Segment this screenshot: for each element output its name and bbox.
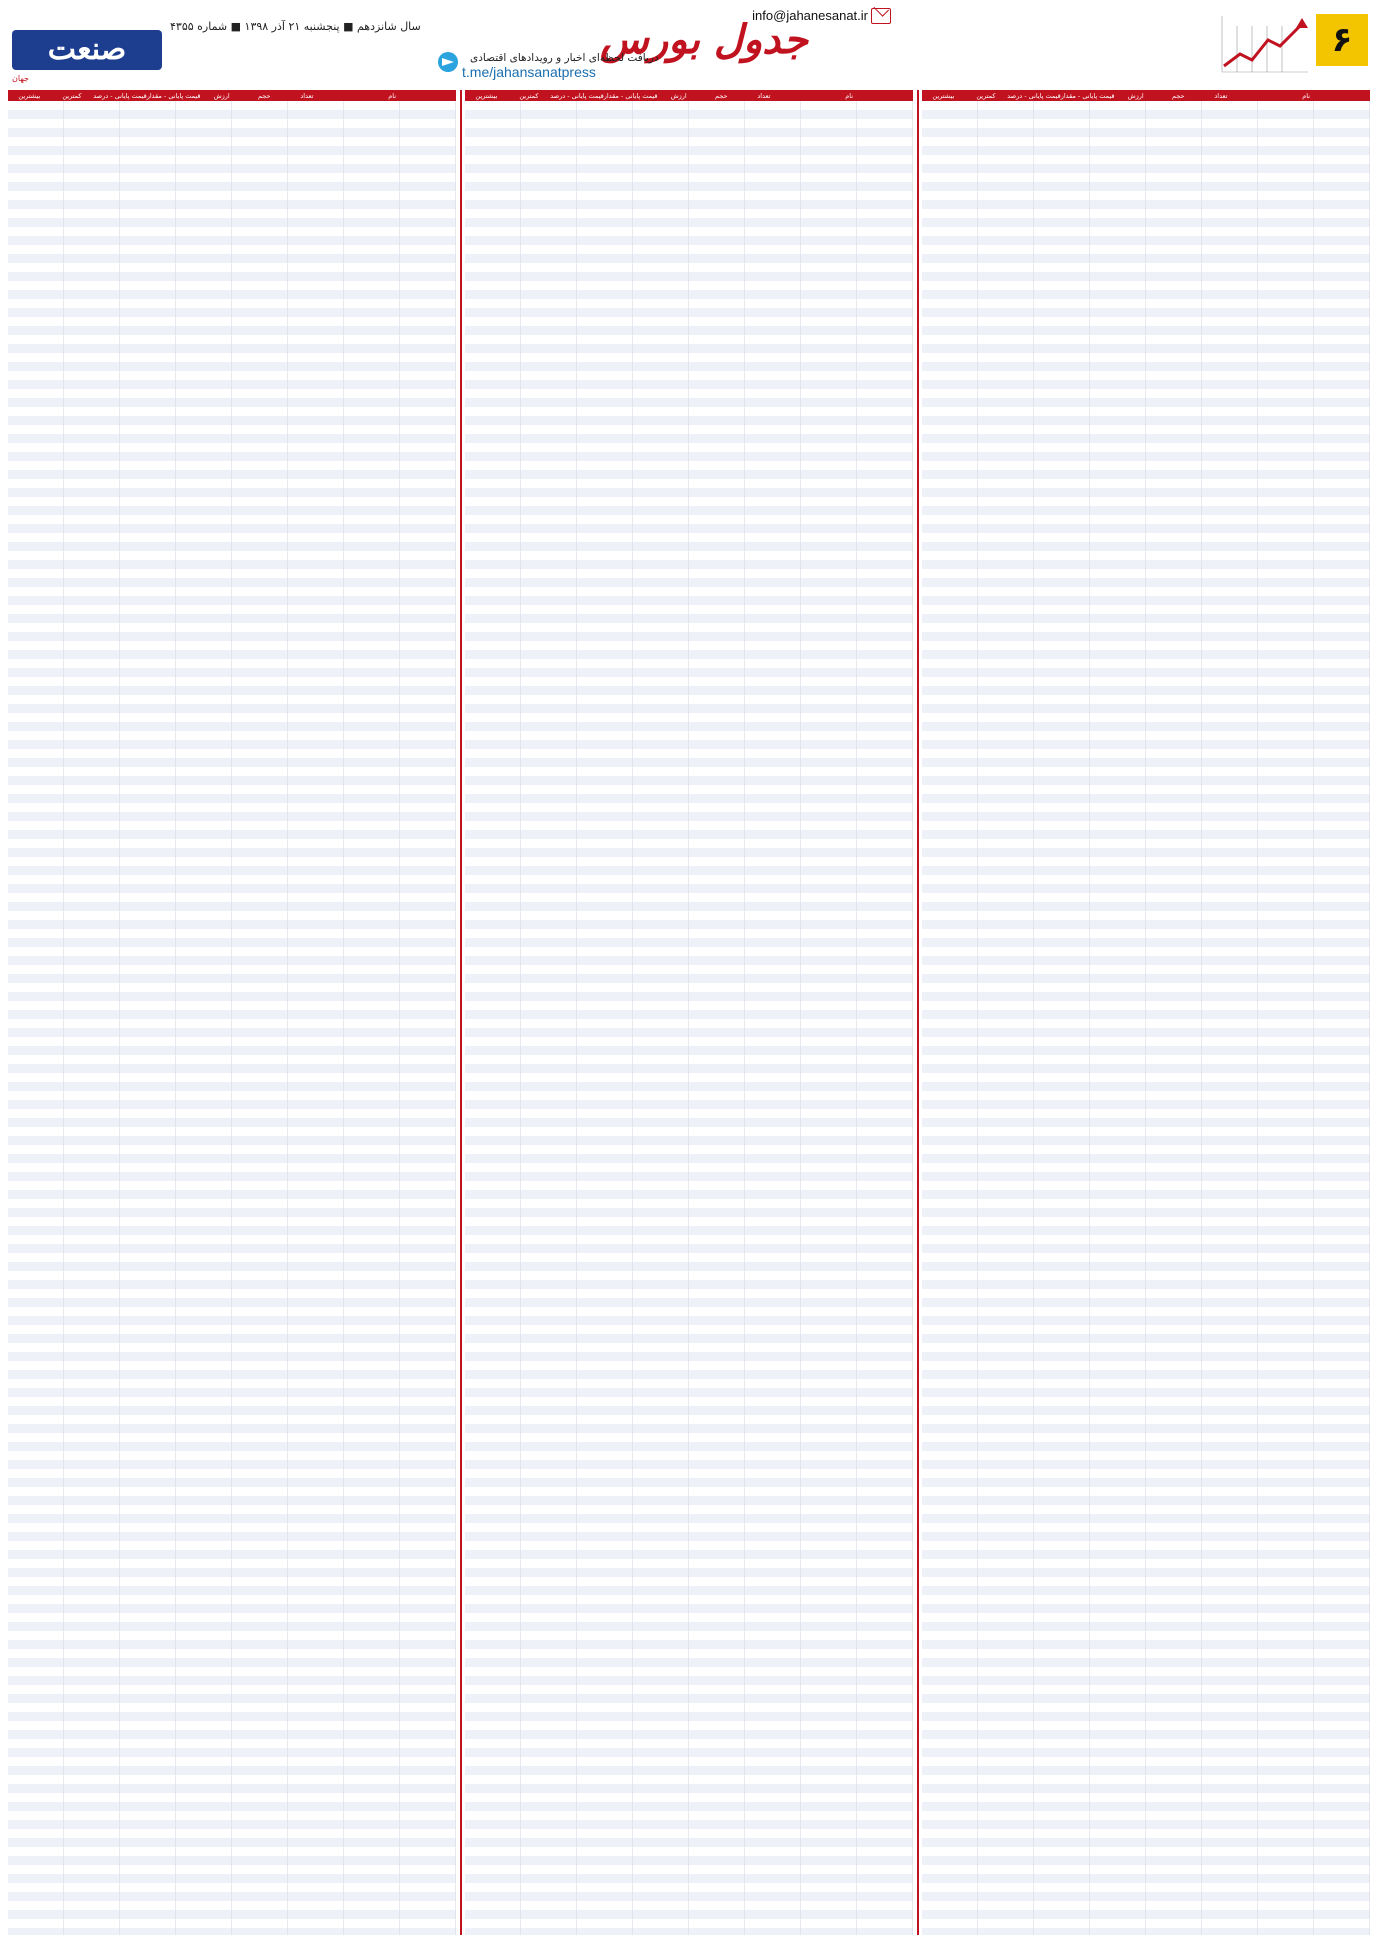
email-icon — [871, 8, 891, 24]
section-title: جدول بورس — [600, 16, 808, 63]
trend-chart-icon — [1222, 16, 1308, 72]
table-column-block-right — [922, 90, 1370, 1935]
logo-subtext: جهان — [12, 74, 29, 83]
telegram-caption: دریافت لحظه‌ای اخبار و رویدادهای اقتصادی — [470, 52, 659, 64]
table-rows — [8, 101, 456, 1935]
table-column-block-middle — [465, 90, 913, 1935]
column-divider — [917, 90, 919, 1935]
column-divider — [460, 90, 462, 1935]
page-header — [0, 0, 1378, 84]
table-column-block-left — [8, 90, 456, 1935]
page-number: ۶ — [1316, 14, 1368, 66]
table-header: نام تعداد حجم ارزش قیمت پایانی - مقدار قیمت پایانی - درصد کمترین بیشترین — [465, 90, 913, 101]
table-rows — [465, 101, 913, 1935]
stock-table-area — [8, 90, 1370, 1935]
contact-email[interactable]: info@jahanesanat.ir — [752, 8, 868, 23]
table-rows — [922, 101, 1370, 1935]
telegram-icon — [438, 52, 458, 72]
issue-info: سال شانزدهم ■ پنجشنبه ۲۱ آذر ۱۳۹۸ ■ شماره ۴۳۵۵ — [170, 20, 421, 33]
newspaper-logo: صنعت — [12, 30, 162, 70]
telegram-link[interactable]: t.me/jahansanatpress — [462, 64, 596, 80]
table-header: نام تعداد حجم ارزش قیمت پایانی - مقدار قیمت پایانی - درصد کمترین بیشترین — [922, 90, 1370, 101]
table-header: نام تعداد حجم ارزش قیمت پایانی - مقدار قیمت پایانی - درصد کمترین بیشترین — [8, 90, 456, 101]
